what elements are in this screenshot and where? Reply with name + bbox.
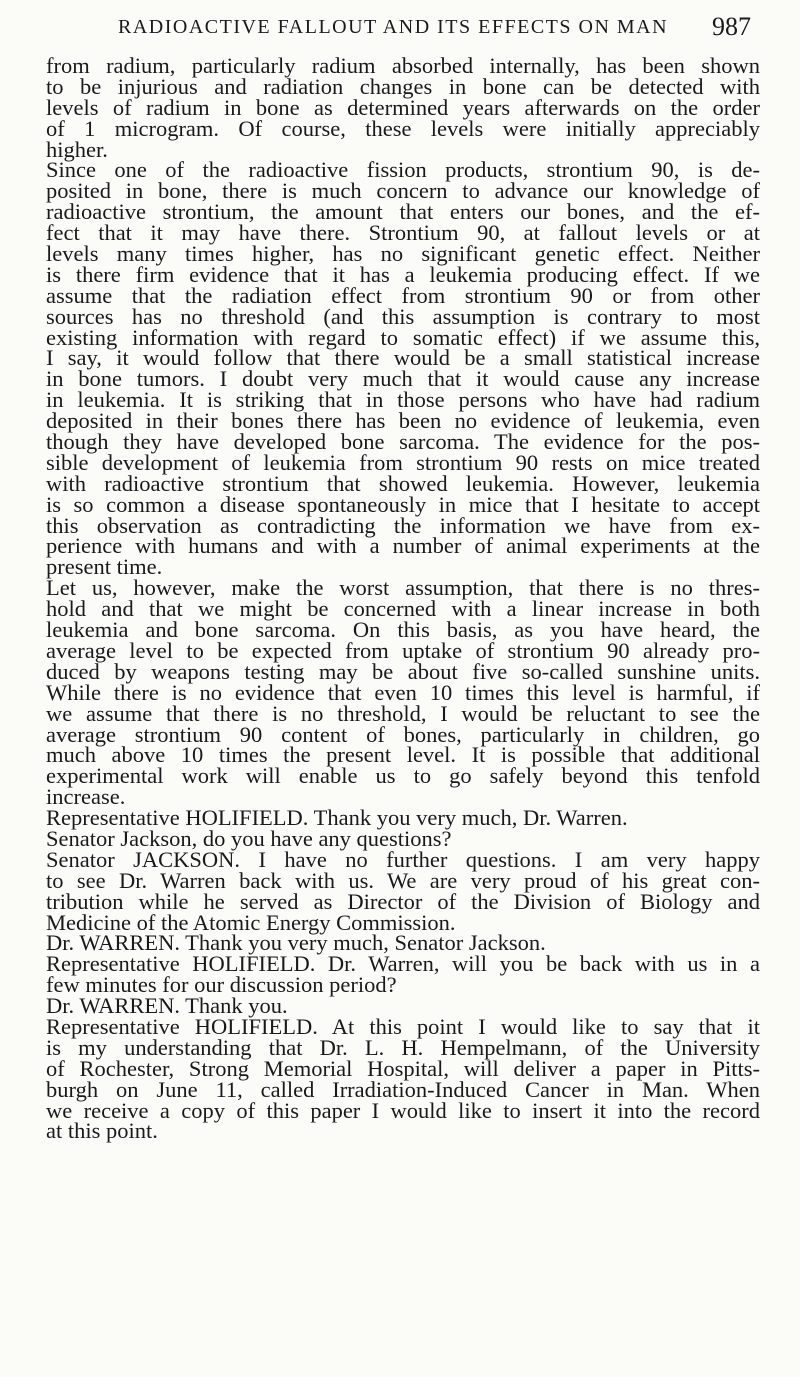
text-line: I say, it would follow that there would be a small statistical increase — [46, 345, 760, 371]
text-line: we assume that there is no threshold, I would be reluctant to see the — [46, 700, 760, 726]
text-line: Representative HOLIFIELD. At this point I would like to say that it — [46, 1013, 760, 1039]
text-line: sible development of leukemia from strontium 90 rests on mice treated — [46, 449, 760, 475]
text-line: average level to be expected from uptake of strontium 90 already pro- — [46, 637, 760, 663]
text-line: average strontium 90 content of bones, particularly in children, go — [46, 721, 760, 747]
text-line: Senator JACKSON. I have no further questions. I am very happy — [46, 846, 760, 872]
text-line: of 1 microgram. Of course, these levels were initially appreciably — [46, 115, 760, 141]
text-line: few minutes for our discussion period? — [46, 972, 397, 998]
text-line: burgh on June 11, called Irradiation-Induced Cancer in Man. When — [46, 1076, 760, 1102]
text-line: Let us, however, make the worst assumption, that there is no thres- — [46, 575, 760, 601]
text-line: assume that the radiation effect from strontium 90 or from other — [46, 282, 760, 308]
text-line: Dr. WARREN. Thank you very much, Senator Jackson. — [46, 930, 546, 956]
text-line: from radium, particularly radium absorbed internally, has been shown — [46, 53, 760, 78]
text-line: much above 10 times the present level. It is possible that additional — [46, 742, 760, 768]
text-line: Dr. WARREN. Thank you. — [46, 993, 288, 1019]
running-head: RADIOACTIVE FALLOUT AND ITS EFFECTS ON MAN — [118, 16, 669, 38]
page-number: 987 — [712, 12, 751, 41]
text-line: sources has no threshold (and this assumption is contrary to most — [46, 303, 760, 329]
text-line: levels of radium in bone as determined years afterwards on the order — [46, 94, 760, 120]
text-line: duced by weapons testing may be about five so-called sunshine units. — [46, 658, 760, 684]
text-line: present time. — [46, 554, 163, 580]
text-line: experimental work will enable us to go safely beyond this tenfold — [46, 763, 760, 789]
text-line: of Rochester, Strong Memorial Hospital, will deliver a paper in Pitts- — [46, 1055, 760, 1081]
text-line: we receive a copy of this paper I would like to insert it into the record — [46, 1097, 760, 1123]
text-line: leukemia and bone sarcoma. On this basis, as you have heard, the — [46, 617, 760, 643]
text-line: in bone tumors. I doubt very much that it would cause any increase — [46, 366, 760, 392]
text-line: in leukemia. It is striking that in those persons who have had radium — [46, 387, 760, 413]
text-line: deposited in their bones there has been no evidence of leukemia, even — [46, 408, 760, 434]
text-line: While there is no evidence that even 10 times this level is harmful, if — [46, 679, 760, 705]
text-line: to see Dr. Warren back with us. We are very proud of his great con- — [46, 867, 760, 893]
text-line: is so common a disease spontaneously in mice that I hesitate to accept — [46, 491, 760, 517]
text-line: fect that it may have there. Strontium 90, at fallout levels or at — [46, 220, 760, 246]
text-line: increase. — [46, 784, 126, 810]
text-line: with radioactive strontium that showed leukemia. However, leukemia — [46, 470, 760, 496]
text-line: is my understanding that Dr. L. H. Hempelmann, of the University — [46, 1034, 760, 1060]
text-line: Senator Jackson, do you have any questions? — [46, 825, 452, 851]
text-line: Medicine of the Atomic Energy Commission. — [46, 909, 456, 935]
text-line: this observation as contradicting the information we have from ex- — [46, 512, 760, 538]
body-text — [46, 53, 760, 1144]
text-line: to be injurious and radiation changes in bone can be detected with — [46, 73, 760, 99]
text-line: Since one of the radioactive fission products, strontium 90, is de- — [46, 157, 760, 183]
text-line: higher. — [46, 136, 108, 162]
text-line: Representative HOLIFIELD. Dr. Warren, will you be back with us in a — [46, 951, 760, 977]
text-line: Representative HOLIFIELD. Thank you very much, Dr. Warren. — [46, 805, 628, 831]
text-line: hold and that we might be concerned with a linear increase in both — [46, 596, 760, 622]
text-line: radioactive strontium, the amount that enters our bones, and the ef- — [46, 199, 760, 225]
text-line: perience with humans and with a number of animal experiments at the — [46, 533, 760, 559]
text-line: though they have developed bone sarcoma. The evidence for the pos- — [46, 429, 760, 455]
text-line: posited in bone, there is much concern to advance our knowledge of — [46, 178, 760, 204]
text-line: levels many times higher, has no significant genetic effect. Neither — [46, 241, 760, 267]
text-line: at this point. — [46, 1118, 158, 1144]
text-line: is there firm evidence that it has a leukemia producing effect. If we — [46, 261, 760, 287]
text-line: tribution while he served as Director of the Division of Biology and — [46, 888, 760, 914]
text-line: existing information with regard to somatic effect) if we assume this, — [46, 324, 760, 350]
